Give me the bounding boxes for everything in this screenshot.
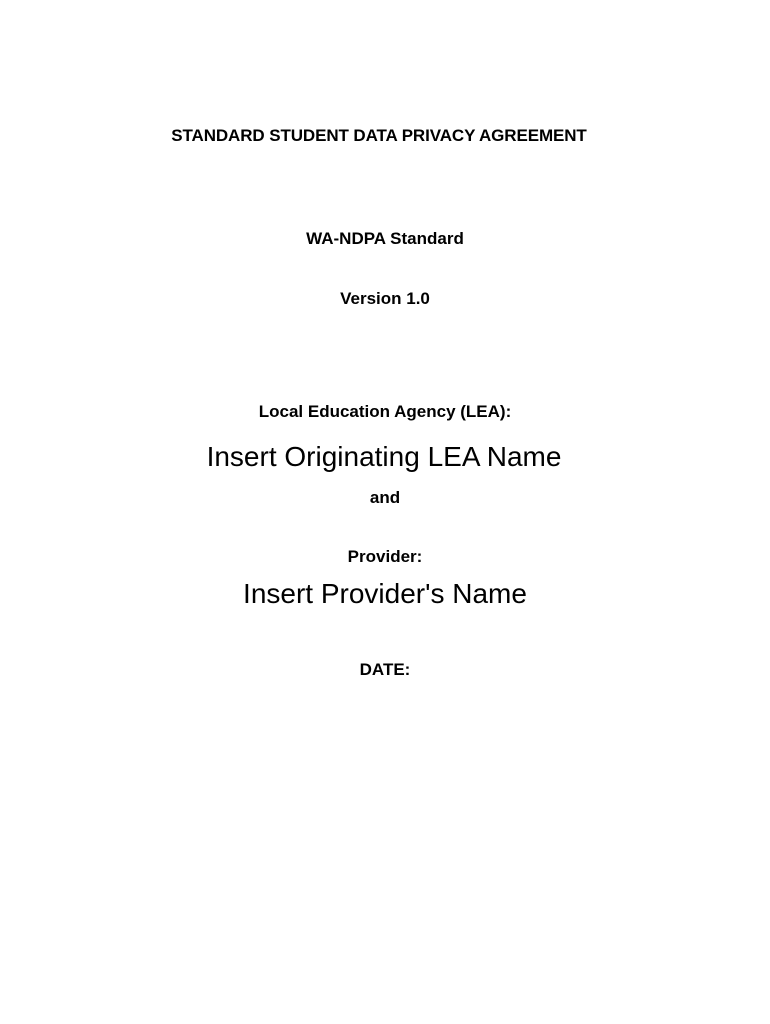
lea-label: Local Education Agency (LEA): [258,402,512,421]
version-label: Version 1.0 [340,289,430,308]
standard-name: WA-NDPA Standard [306,229,464,248]
lea-name-field[interactable]: Insert Originating LEA Name [206,441,562,472]
provider-name-field[interactable]: Insert Provider's Name [243,578,527,609]
document-title: STANDARD STUDENT DATA PRIVACY AGREEMENT [171,126,587,145]
date-label: DATE: [359,660,411,679]
provider-label: Provider: [347,547,423,566]
conjunction-text: and [369,488,401,507]
